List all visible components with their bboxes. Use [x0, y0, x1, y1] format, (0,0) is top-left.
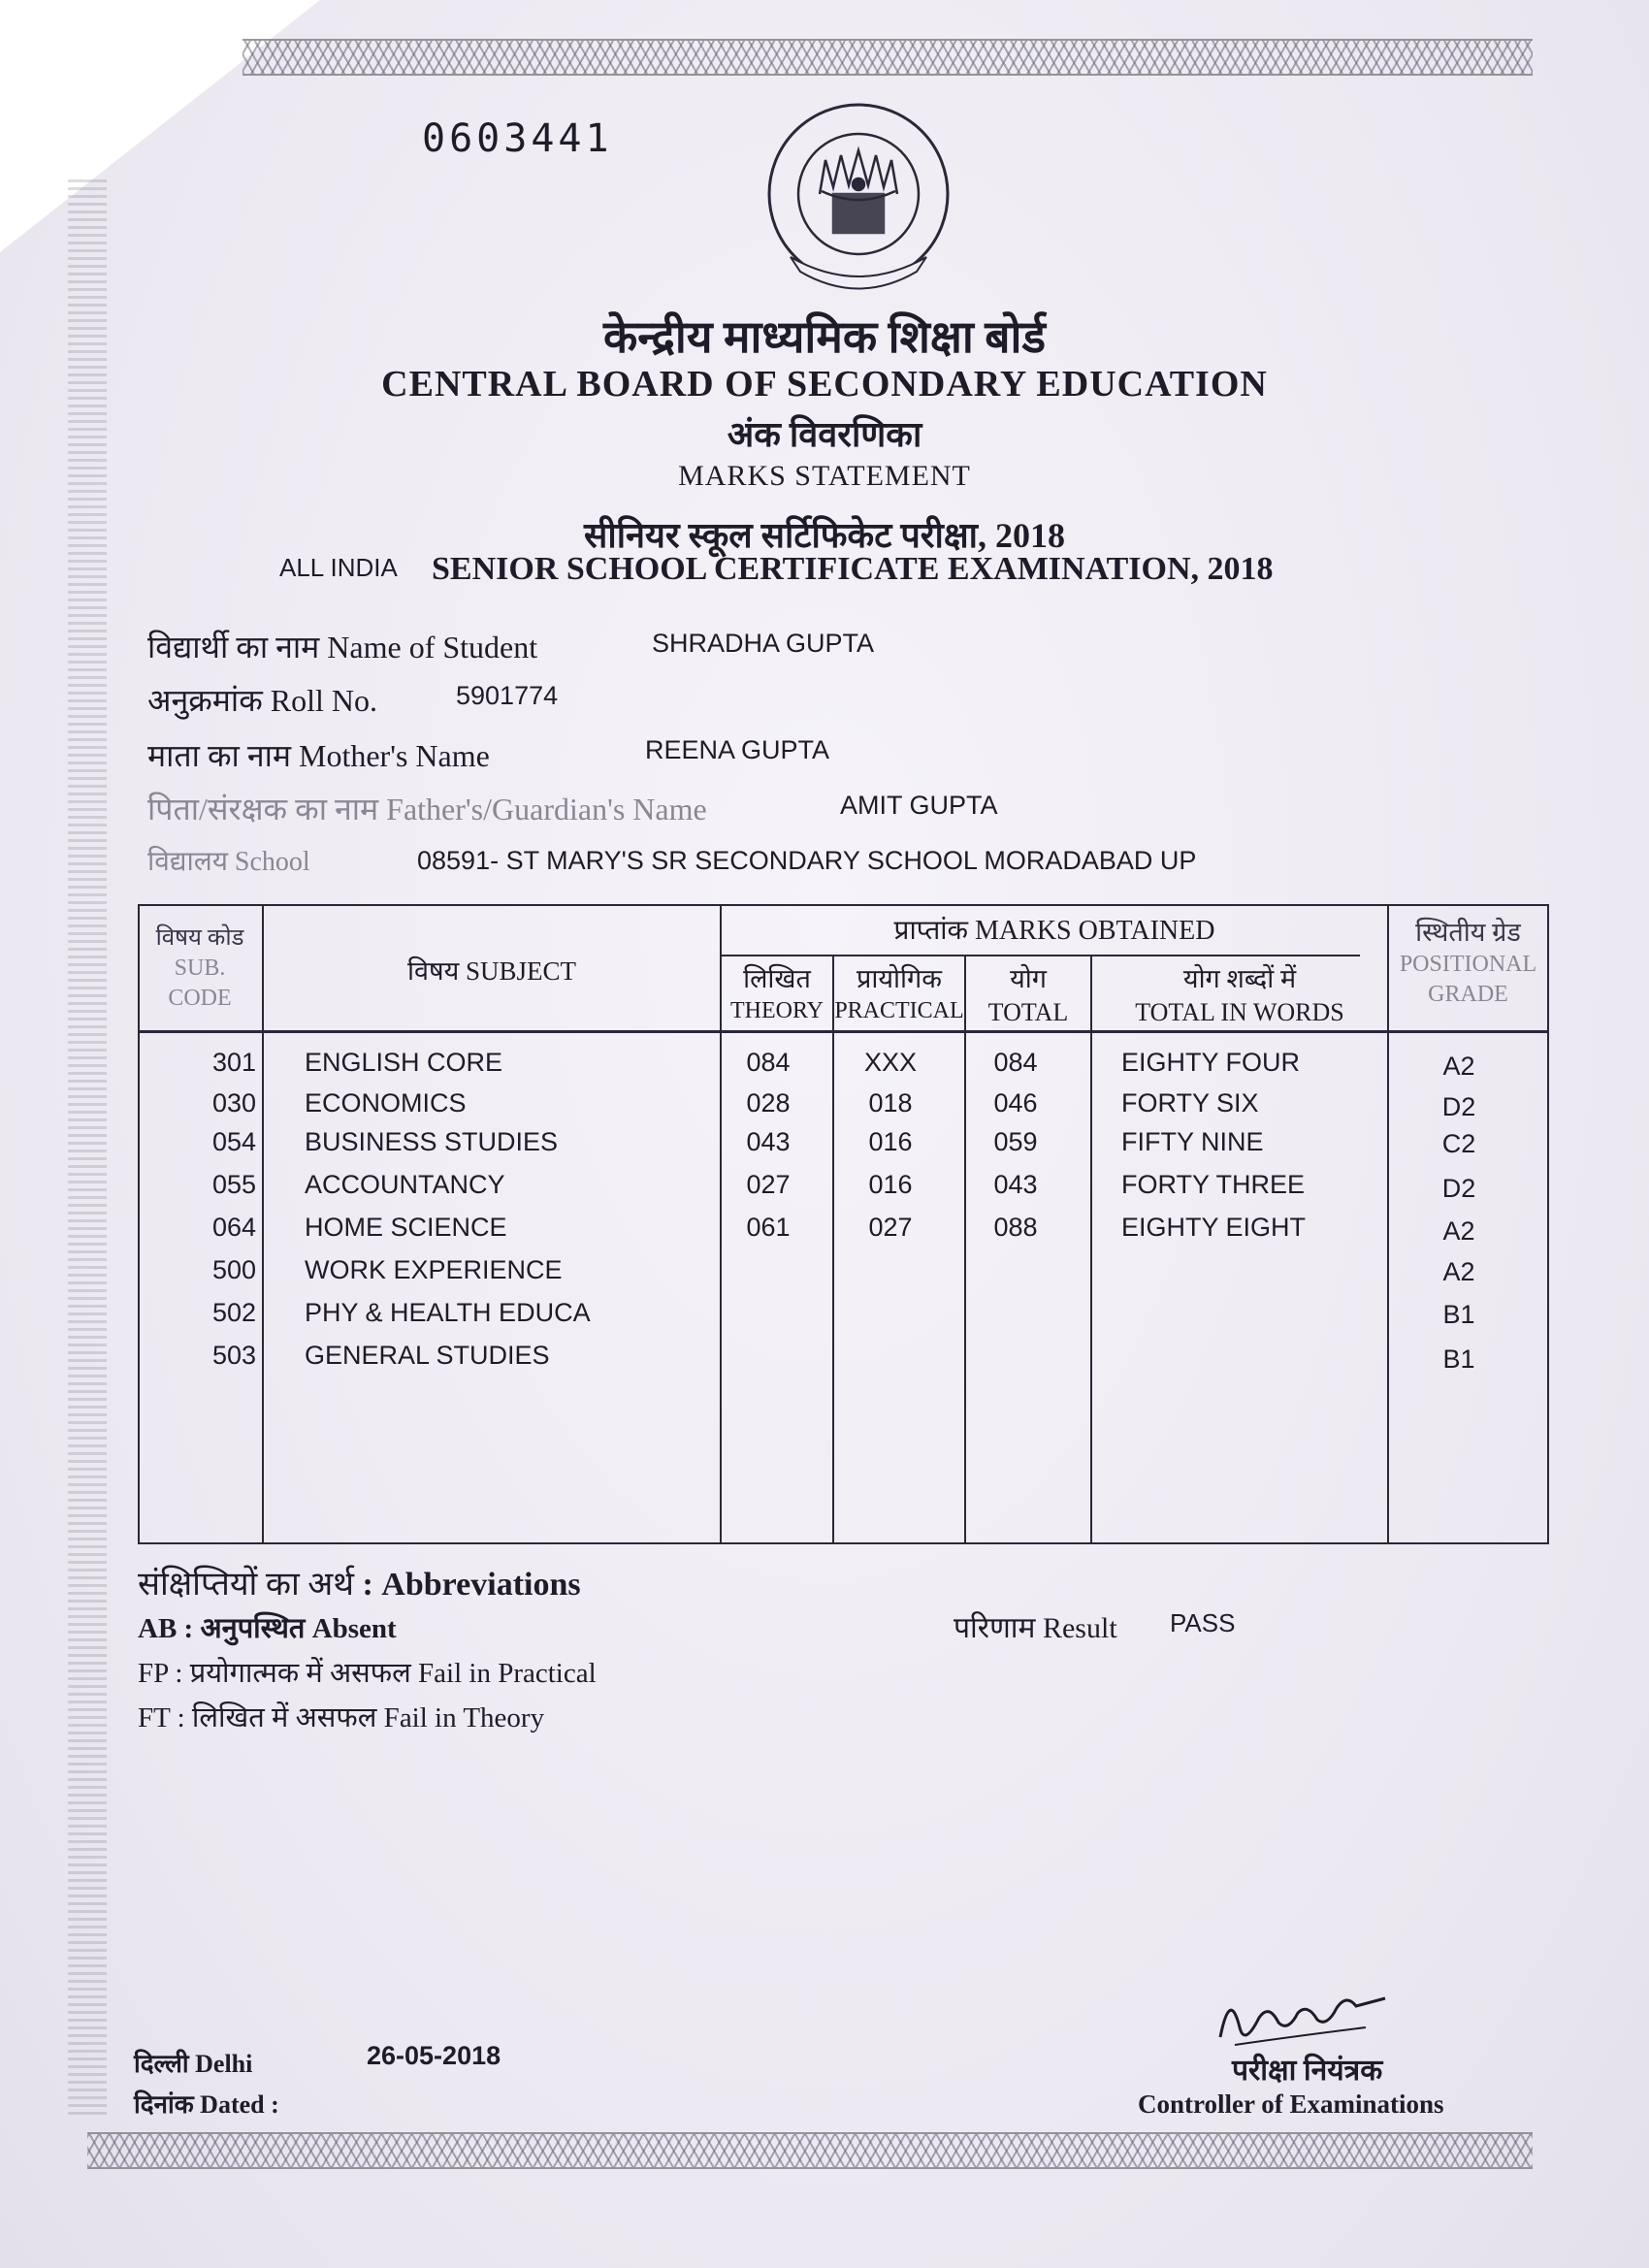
- theory-marks: 027: [746, 1170, 791, 1199]
- subject-name: GENERAL STUDIES: [305, 1341, 550, 1370]
- table-row: [138, 1213, 1549, 1251]
- subject-name: ENGLISH CORE: [305, 1048, 503, 1077]
- header-subject-code: विषय कोड SUB. CODE: [155, 925, 244, 1012]
- total-marks: 059: [993, 1127, 1038, 1156]
- mother-name-label: माता का नाम Mother's Name: [147, 738, 490, 773]
- table-row: [138, 1127, 1549, 1166]
- total-in-words: FIFTY NINE: [1121, 1127, 1264, 1156]
- father-name-label: पिता/संरक्षक का नाम Father's/Guardian's Name: [147, 792, 707, 826]
- subject-code: 030: [211, 1088, 256, 1118]
- total-in-words: EIGHTY EIGHT: [1121, 1213, 1307, 1242]
- table-row: [138, 1048, 1549, 1086]
- result-label: परिणाम Result: [954, 1612, 1117, 1644]
- header-total-in-words: योग शब्दों में TOTAL IN WORDS: [1135, 964, 1344, 1027]
- subject-name: PHY & HEALTH EDUCA: [305, 1298, 591, 1327]
- region-label: ALL INDIA: [279, 553, 398, 582]
- table-row: [138, 1341, 1549, 1379]
- header-marks-obtained: प्राप्तांक MARKS OBTAINED: [893, 916, 1215, 946]
- total-in-words: FORTY THREE: [1121, 1170, 1306, 1199]
- positional-grade: A2: [1442, 1216, 1475, 1246]
- total-marks: 043: [993, 1170, 1038, 1199]
- header-positional-grade: स्थितीय ग्रेड POSITIONAL GRADE: [1399, 918, 1537, 1008]
- header-practical: प्रायोगिक PRACTICAL: [834, 964, 964, 1024]
- roll-label: अनुक्रमांक Roll No.: [147, 683, 378, 718]
- board-name-hindi: केन्द्रीय माध्यमिक शिक्षा बोर्ड: [602, 312, 1047, 362]
- header-total: योग TOTAL: [987, 964, 1069, 1027]
- table-row: [138, 1255, 1549, 1294]
- board-name-english: CENTRAL BOARD OF SECONDARY EDUCATION: [381, 364, 1268, 405]
- subject-code: 301: [211, 1048, 256, 1077]
- serial-number: 0603441: [422, 116, 613, 161]
- positional-grade: B1: [1442, 1300, 1475, 1329]
- subject-code: 503: [211, 1341, 256, 1370]
- theory-marks: 043: [746, 1127, 791, 1156]
- subject-name: ECONOMICS: [305, 1088, 467, 1118]
- controller-title-hindi: परीक्षा नियंत्रक: [1232, 2055, 1383, 2087]
- subject-code: 055: [211, 1170, 256, 1199]
- subject-name: HOME SCIENCE: [305, 1213, 507, 1242]
- statement-title-hindi: अंक विवरणिका: [727, 415, 922, 454]
- abbreviation-fail-practical: FP : प्रयोगात्मक में असफल Fail in Practical: [138, 1658, 597, 1689]
- roll-number: 5901774: [456, 681, 559, 710]
- table-row: [138, 1170, 1549, 1209]
- subject-name: ACCOUNTANCY: [305, 1170, 505, 1199]
- total-marks: 084: [993, 1048, 1038, 1077]
- mother-name: REENA GUPTA: [645, 735, 830, 764]
- subject-code: 054: [211, 1127, 256, 1156]
- student-name: SHRADHA GUPTA: [652, 629, 875, 658]
- bottom-security-border: [87, 2132, 1533, 2169]
- table-row: [138, 1298, 1549, 1337]
- practical-marks: 018: [868, 1088, 913, 1118]
- total-in-words: EIGHTY FOUR: [1121, 1048, 1301, 1077]
- theory-marks: 028: [746, 1088, 791, 1118]
- abbreviation-fail-theory: FT : लिखित में असफल Fail in Theory: [138, 1702, 545, 1733]
- positional-grade: B1: [1442, 1345, 1475, 1374]
- issue-date: 26-05-2018: [367, 2041, 501, 2070]
- total-marks: 088: [993, 1213, 1038, 1242]
- subject-name: BUSINESS STUDIES: [305, 1127, 559, 1156]
- subject-code: 500: [211, 1255, 256, 1284]
- practical-marks: XXX: [863, 1048, 918, 1077]
- practical-marks: 027: [868, 1213, 913, 1242]
- exam-title-english: SENIOR SCHOOL CERTIFICATE EXAMINATION, 2018: [432, 551, 1274, 587]
- header-subject: विषय SUBJECT: [406, 956, 577, 986]
- result-value: PASS: [1170, 1608, 1236, 1637]
- student-name-label: विद्यार्थी का नाम Name of Student: [147, 630, 538, 664]
- practical-marks: 016: [868, 1170, 913, 1199]
- father-name: AMIT GUPTA: [840, 791, 998, 820]
- total-marks: 046: [993, 1088, 1038, 1118]
- table-row: [138, 1088, 1549, 1127]
- practical-marks: 016: [868, 1127, 913, 1156]
- header-theory: लिखित THEORY: [730, 964, 824, 1024]
- abbreviation-absent: AB : अनुपस्थित Absent: [138, 1613, 397, 1644]
- cbse-emblem-icon: [752, 102, 965, 291]
- theory-marks: 084: [746, 1048, 791, 1077]
- top-security-border: [242, 39, 1533, 76]
- place-label: दिल्ली Delhi: [134, 2050, 253, 2078]
- positional-grade: A2: [1442, 1052, 1475, 1081]
- positional-grade: C2: [1441, 1129, 1476, 1158]
- positional-grade: D2: [1441, 1092, 1476, 1121]
- abbreviations-title: संक्षिप्तियों का अर्थ : Abbreviations: [138, 1567, 581, 1603]
- total-in-words: FORTY SIX: [1121, 1088, 1259, 1118]
- exam-title-hindi: सीनियर स्कूल सर्टिफिकेट परीक्षा, 2018: [584, 516, 1065, 555]
- folded-corner: [0, 0, 320, 252]
- school-label: विद्यालय School: [147, 847, 310, 877]
- positional-grade: A2: [1442, 1257, 1475, 1286]
- marks-table: [138, 904, 1549, 1544]
- controller-signature: [1201, 1979, 1395, 2057]
- subject-code: 502: [211, 1298, 256, 1327]
- school-name: 08591- ST MARY'S SR SECONDARY SCHOOL MORADABAD UP: [417, 846, 1197, 875]
- subject-code: 064: [211, 1213, 256, 1242]
- statement-title-english: MARKS STATEMENT: [678, 460, 971, 492]
- controller-title-english: Controller of Examinations: [1138, 2090, 1444, 2119]
- subject-name: WORK EXPERIENCE: [305, 1255, 563, 1284]
- dated-label: दिनांक Dated :: [134, 2090, 279, 2119]
- positional-grade: D2: [1441, 1174, 1476, 1203]
- theory-marks: 061: [746, 1213, 791, 1242]
